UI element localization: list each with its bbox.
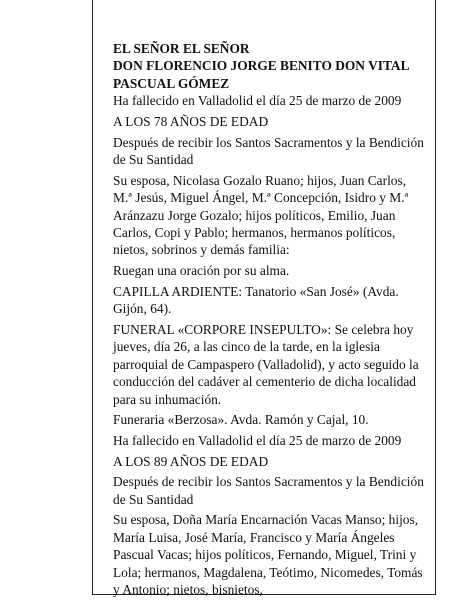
death-notice-1: Ha fallecido en Valladolid el día 25 de marzo de 2009	[113, 93, 402, 109]
sacraments-1: Después de recibir los Santos Sacramentos y la Bendición de Su Santidad	[113, 134, 424, 168]
chapel-info: CAPILLA ARDIENTE: Tanatorio «San José» (Avda. Gijón, 64).	[113, 283, 399, 317]
family-2: Su esposa, Doña María Encarnación Vacas Manso; hijos, María Luisa, José María, Francisco y María Ángeles Pascual Vacas; hijos políticos, Fernando, Miguel, Trini y Lola; hermanos, Magdalena, Teótimo, Nicomedes, Tomás y Antonio; nietos, bisnietos,	[113, 512, 423, 598]
prayer-request: Ruegan una oración por su alma.	[113, 263, 290, 279]
death-notice-2: Ha fallecido en Valladolid el día 25 de marzo de 2009	[113, 432, 402, 448]
deceased-names: DON FLORENCIO JORGE BENITO DON VITAL PASCUAL GÓMEZ	[113, 58, 409, 91]
sacraments-2: Después de recibir los Santos Sacramentos y la Bendición de Su Santidad	[113, 474, 424, 507]
age-2: A LOS 89 AÑOS DE EDAD	[113, 453, 269, 469]
obituary-text	[113, 40, 425, 602]
funeral-home: Funeraria «Berzosa». Avda. Ramón y Cajal, 10.	[113, 412, 369, 428]
funeral-info: FUNERAL «CORPORE INSEPULTO»: Se celebra hoy jueves, día 26, a las cinco de la tarde, en la iglesia parroquial de Campaspero (Valladolid), y acto seguido la conducción del cadáver al cementerio de dicha localidad para su inhumación.	[113, 321, 419, 407]
obituary-heading	[113, 40, 425, 92]
heading-line-1: EL SEÑOR EL SEÑOR	[113, 41, 250, 56]
family-1: Su esposa, Nicolasa Gozalo Ruano; hijos, Juan Carlos, M.ª Jesús, Miguel Ángel, M.ª Concepción, Isidro y M.ª Aránzazu Jorge Gozalo; hijos políticos, Emilio, Juan Carlos, Copi y Pablo; hermanos, hermanos políticos, nietos, sobrinos y demás familia:	[113, 172, 409, 258]
age-1: A LOS 78 AÑOS DE EDAD	[113, 113, 269, 129]
